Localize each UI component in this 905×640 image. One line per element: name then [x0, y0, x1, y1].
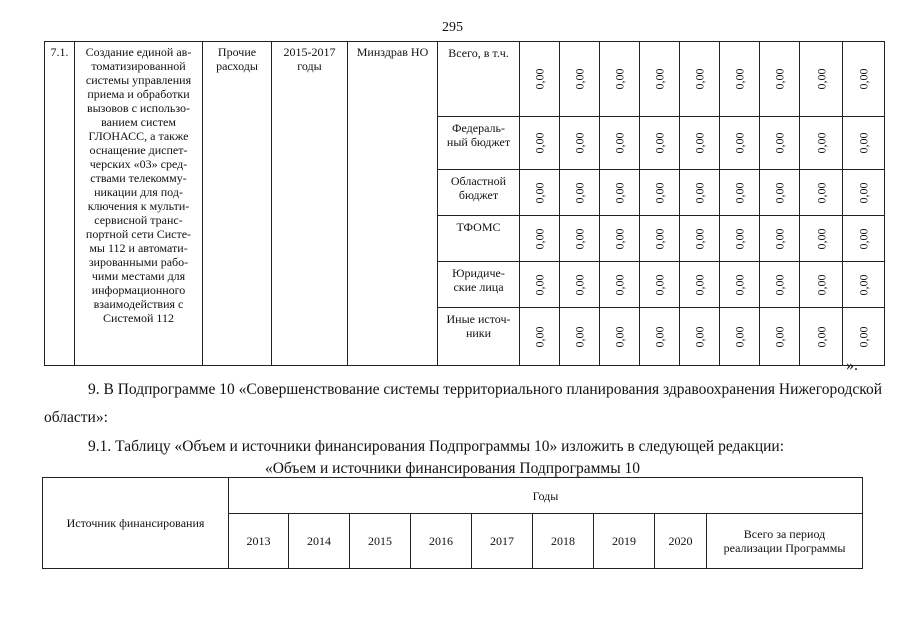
value-cell: [600, 117, 640, 170]
value-text: 0,00: [732, 132, 747, 154]
source-label: Юридиче- ские лица: [438, 262, 520, 308]
value-cell: [843, 262, 885, 308]
value-text: 0,00: [772, 274, 787, 295]
value-text: 0,00: [814, 326, 828, 347]
value-text: 0,00: [572, 182, 587, 203]
source-label: ТФОМС: [438, 216, 520, 262]
closing-quote: ».: [846, 357, 858, 374]
source-label: Всего, в т.ч.: [438, 42, 520, 117]
value-text: 0,00: [692, 132, 707, 154]
value-text: 0,00: [652, 68, 667, 90]
value-cell: [800, 216, 843, 262]
value-cell: [720, 262, 760, 308]
paragraph-9-1: 9.1. Таблицу «Объем и источники финансирования Подпрограммы 10» изложить в следующей редакции:: [88, 438, 785, 455]
value-cell: [520, 262, 560, 308]
value-cell: [640, 308, 680, 366]
value-cell: [760, 216, 800, 262]
table-caption: «Объем и источники финансирования Подпрограммы 10: [264, 460, 640, 477]
value-text: 0,00: [732, 68, 747, 90]
value-cell: [760, 42, 800, 117]
value-text: 0,00: [856, 132, 871, 154]
value-cell: [720, 42, 760, 117]
value-cell: [843, 216, 885, 262]
page-number: 295: [442, 20, 463, 35]
year-cell: 2016: [411, 514, 472, 569]
value-cell: [560, 308, 600, 366]
value-text: 0,00: [772, 68, 787, 90]
value-cell: [680, 216, 720, 262]
value-text: 0,00: [772, 228, 787, 249]
value-cell: [600, 170, 640, 216]
value-cell: [800, 262, 843, 308]
value-text: 0,00: [532, 132, 547, 154]
paragraph-9: 9. В Подпрограмме 10 «Совершенствование системы территориального планирования здравоохранения Нижегородской: [88, 381, 883, 398]
value-cell: [640, 216, 680, 262]
value-cell: [720, 170, 760, 216]
value-text: 0,00: [652, 274, 667, 295]
value-text: 0,00: [772, 182, 787, 203]
value-cell: [600, 262, 640, 308]
value-text: 0,00: [692, 68, 707, 90]
value-cell: [640, 170, 680, 216]
value-cell: [680, 308, 720, 366]
year-cell: 2020: [655, 514, 707, 569]
value-text: 0,00: [532, 68, 547, 90]
years-header: Годы: [229, 478, 863, 514]
value-text: 0,00: [856, 228, 871, 249]
value-cell: [520, 308, 560, 366]
value-text: 0,00: [692, 228, 707, 249]
value-cell: [600, 216, 640, 262]
value-cell: [800, 117, 843, 170]
value-cell: [600, 42, 640, 117]
value-cell: [843, 117, 885, 170]
value-cell: [640, 117, 680, 170]
source-label: Областной бюджет: [438, 170, 520, 216]
value-cell: [720, 117, 760, 170]
value-text: 0,00: [532, 228, 547, 249]
executor: Минздрав НО: [348, 42, 438, 366]
year-cell: 2017: [472, 514, 533, 569]
value-cell: [680, 262, 720, 308]
value-text: 0,00: [814, 228, 828, 249]
value-text: 0,00: [612, 326, 627, 347]
year-cell: 2018: [533, 514, 594, 569]
value-cell: [640, 262, 680, 308]
value-text: 0,00: [814, 274, 828, 295]
value-text: 0,00: [772, 132, 787, 154]
value-cell: [800, 308, 843, 366]
paragraph-9-continuation: области»:: [44, 409, 108, 426]
year-cell: 2013: [229, 514, 289, 569]
value-cell: [560, 117, 600, 170]
value-text: 0,00: [652, 132, 667, 154]
value-cell: [800, 42, 843, 117]
value-cell: [720, 308, 760, 366]
value-cell: [520, 117, 560, 170]
value-cell: [680, 170, 720, 216]
value-cell: [560, 42, 600, 117]
value-text: 0,00: [856, 68, 871, 90]
value-text: 0,00: [612, 68, 627, 90]
source-label: Иные источ- ники: [438, 308, 520, 366]
value-text: 0,00: [692, 182, 707, 203]
year-cell: 2015: [350, 514, 411, 569]
value-text: 0,00: [814, 132, 828, 154]
value-text: 0,00: [572, 132, 587, 154]
value-cell: [560, 170, 600, 216]
total-header: Всего за период реализации Программы: [707, 514, 863, 569]
value-text: 0,00: [692, 326, 707, 347]
year-cell: 2014: [289, 514, 350, 569]
value-cell: [760, 262, 800, 308]
value-cell: [680, 117, 720, 170]
value-cell: [800, 170, 843, 216]
value-text: 0,00: [652, 182, 667, 203]
source-row: [45, 42, 885, 117]
source-header: Источник финансирования: [43, 478, 229, 569]
value-cell: [843, 170, 885, 216]
value-text: 0,00: [572, 274, 587, 295]
value-text: 0,00: [856, 182, 871, 203]
value-cell: [760, 170, 800, 216]
value-text: 0,00: [814, 68, 828, 90]
value-text: 0,00: [572, 228, 587, 249]
value-text: 0,00: [612, 274, 627, 295]
value-text: 0,00: [612, 182, 627, 203]
value-text: 0,00: [856, 274, 871, 295]
value-text: 0,00: [732, 326, 747, 347]
row-number: 7.1.: [45, 42, 75, 366]
value-text: 0,00: [772, 326, 787, 347]
period: 2015-2017 годы: [272, 42, 348, 366]
value-text: 0,00: [732, 274, 747, 295]
value-text: 0,00: [612, 132, 627, 154]
value-text: 0,00: [652, 326, 667, 347]
value-cell: [560, 216, 600, 262]
expense-type: Прочие расходы: [203, 42, 272, 366]
value-cell: [760, 308, 800, 366]
value-cell: [600, 308, 640, 366]
value-cell: [520, 42, 560, 117]
value-text: 0,00: [732, 182, 747, 203]
value-text: 0,00: [814, 182, 828, 203]
value-cell: [640, 42, 680, 117]
value-text: 0,00: [572, 326, 587, 347]
value-cell: [520, 216, 560, 262]
value-cell: [843, 42, 885, 117]
financing-table: [42, 477, 863, 569]
value-text: 0,00: [692, 274, 707, 295]
measure-description: Создание единой ав- томатизированной системы управления приема и обработки вызовов с использо- ванием систем ГЛОНАСС, а также оснащение диспет- черских «03» сред- ствами телекомму- никации для под- ключения к мульти- сервисной транс- портной сети Систе- мы 112 и автомати- зированными рабо- чими местами для информационного взаимодействия с Системой 112: [75, 42, 203, 366]
value-text: 0,00: [652, 228, 667, 249]
measure-table: [44, 41, 885, 366]
year-cell: 2019: [594, 514, 655, 569]
value-text: 0,00: [856, 326, 871, 347]
value-cell: [680, 42, 720, 117]
value-cell: [720, 216, 760, 262]
value-text: 0,00: [612, 228, 627, 249]
value-cell: [560, 262, 600, 308]
source-label: Федераль- ный бюджет: [438, 117, 520, 170]
value-text: 0,00: [532, 326, 547, 347]
value-text: 0,00: [532, 182, 547, 203]
value-text: 0,00: [572, 68, 587, 90]
value-cell: [520, 170, 560, 216]
value-text: 0,00: [532, 274, 547, 295]
value-text: 0,00: [732, 228, 747, 249]
value-cell: [760, 117, 800, 170]
